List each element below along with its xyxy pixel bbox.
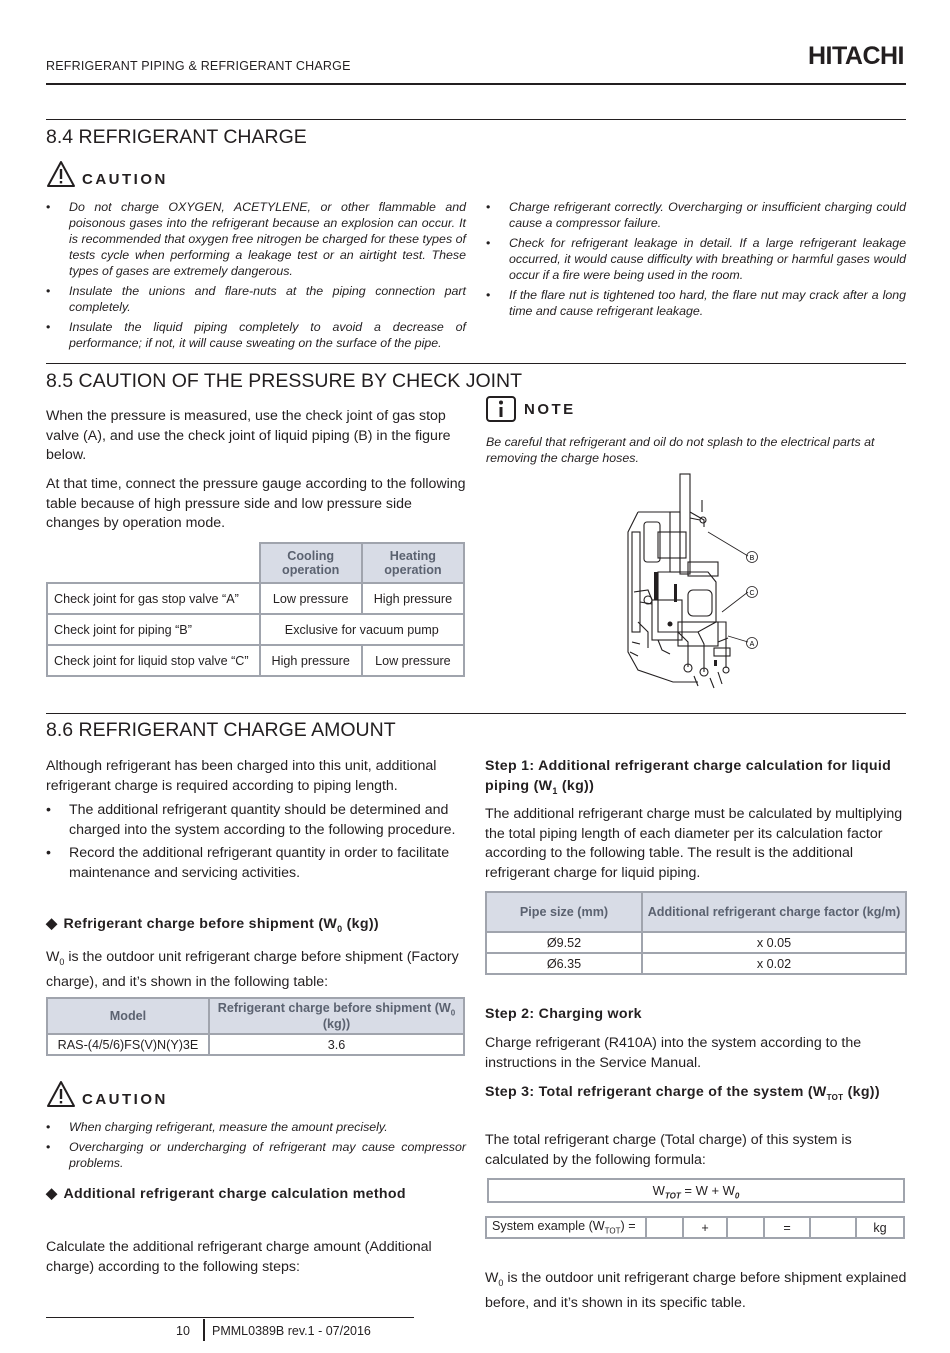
step-1-heading (485, 756, 907, 801)
caution-item: • Overcharging or undercharging of refrigerant may cause compressor problems. (46, 1139, 466, 1171)
charge-cell: 3.6 (209, 1034, 464, 1055)
list-item: • Record the additional refrigerant quantity in order to facilitate maintenance and servicing activities. (46, 844, 468, 883)
input-cell (810, 1217, 856, 1238)
example-label (486, 1217, 646, 1238)
cell: High pressure (362, 583, 464, 614)
table-row (47, 645, 464, 676)
final-note (485, 1269, 907, 1313)
step-2-text: Charge refrigerant (R410A) into the system according to the instructions in the Service Manual. (485, 1035, 862, 1071)
step-3-text: The total refrigerant charge (Total charge) of this system is calculated by the following formula: (485, 1132, 852, 1168)
caution-list-left (46, 199, 466, 355)
cell-merged: Exclusive for vacuum pump (260, 614, 464, 645)
calc-text: Calculate the additional refrigerant charge amount (Additional charge) according to the following steps: (46, 1239, 432, 1275)
figure-label-c: C (749, 590, 755, 597)
section-8-6-title: 8.6 REFRIGERANT CHARGE AMOUNT (46, 719, 396, 741)
table-row (486, 932, 906, 953)
formula-box (487, 1178, 905, 1203)
caution-item: • If the flare nut is tightened too hard, the flare nut may crack after a long time and cause refrigerant leakage. (486, 287, 906, 319)
w0-heading-text: Refrigerant charge before shipment (W (63, 916, 338, 932)
caution-item: • Insulate the liquid piping completely to avoid a decrease of performance; if not, it will cause sweating on the surface of the pipe. (46, 319, 466, 351)
subscript: 0 (734, 1191, 740, 1201)
table-corner (47, 543, 260, 583)
caution-label: CAUTION (82, 1091, 168, 1108)
col-header-pipe-size: Pipe size (mm) (486, 892, 642, 932)
factor-cell: x 0.05 (642, 932, 906, 953)
table-row (486, 953, 906, 974)
subscript: 0 (337, 923, 343, 934)
unit-cell: kg (856, 1217, 904, 1238)
warning-triangle-icon (46, 160, 76, 188)
note-heading (486, 396, 576, 422)
caution-item: • Charge refrigerant correctly. Overcharging or insufficient charging could cause a compressor failure. (486, 199, 906, 231)
subscript: TOT (826, 1092, 844, 1102)
caution-heading (46, 160, 168, 188)
figure-label-b: B (749, 555, 755, 562)
caution-list (46, 1119, 466, 1175)
brand-logo: HITACHI (807, 42, 904, 70)
subscript: 0 (498, 1277, 504, 1288)
table-row (47, 583, 464, 614)
text: ) = (620, 1219, 636, 1234)
charge-intro: Although refrigerant has been charged into this unit, additional refrigerant charge is required according to piping length. (46, 758, 437, 794)
step-3-heading (485, 1082, 885, 1108)
col-header-model: Model (47, 998, 209, 1034)
section-rule (46, 119, 906, 120)
caution-item: • When charging refrigerant, measure the amount precisely. (46, 1119, 466, 1135)
step-2-heading: Step 2: Charging work (485, 1006, 642, 1022)
subscript: TOT (664, 1191, 681, 1201)
w0-heading-text-end: (kg)) (342, 916, 379, 932)
section-rule (46, 713, 906, 714)
step-1-text: The additional refrigerant charge must be calculated by multiplying the total piping length of each diameter per its calculation factor according to the following table. The result is the additional refrigerant charge for liquid piping. (485, 806, 903, 882)
caution-list-right (486, 199, 906, 323)
text: Step 3: Total refrigerant charge of the system (W (485, 1084, 827, 1100)
text: W (652, 1183, 665, 1198)
info-book-icon (486, 396, 516, 422)
row-label: Check joint for piping “B” (47, 614, 260, 645)
factor-cell: x 0.02 (642, 953, 906, 974)
document-code: PMML0389B rev.1 - 07/2016 (212, 1324, 371, 1338)
footer-divider (203, 1319, 205, 1341)
header-rule (46, 83, 906, 85)
section-rule (46, 363, 906, 364)
plus-cell: + (683, 1217, 727, 1238)
calc-heading (46, 1184, 446, 1204)
cell: Low pressure (362, 645, 464, 676)
check-joint-paragraph-2: At that time, connect the pressure gauge according to the following table because of high pressure side and low pressure side changes by operation mode. (46, 476, 466, 532)
caution-label: CAUTION (82, 171, 168, 188)
equals-cell: = (764, 1217, 810, 1238)
subscript: 0 (59, 956, 65, 967)
col-header-cooling: Cooling operation (260, 543, 362, 583)
warning-triangle-icon (46, 1080, 76, 1108)
input-cell (646, 1217, 683, 1238)
cell: Low pressure (260, 583, 362, 614)
text: System example (W (492, 1219, 605, 1234)
text: W (485, 1270, 499, 1286)
diamond-bullet-icon: ◆ (46, 1186, 58, 1202)
list-item: • The additional refrigerant quantity should be determined and charged into the system according to the following procedure. (46, 801, 468, 840)
table-row (47, 614, 464, 645)
outdoor-unit-valve-figure (618, 472, 768, 694)
subscript: TOT (604, 1226, 621, 1236)
caution-heading (46, 1080, 168, 1108)
col-header-factor: Additional refrigerant charge factor (kg/m) (642, 892, 906, 932)
col-header-heating: Heating operation (362, 543, 464, 583)
text: W (46, 949, 60, 965)
caution-item: • Check for refrigerant leakage in detail. If a large refrigerant leakage occurred, it would cause difficulty with breathing or harmful gases would occur if a fire were being used in the room. (486, 235, 906, 283)
calc-heading-text: Additional refrigerant charge calculation method (63, 1186, 406, 1202)
system-example-table (485, 1216, 905, 1239)
page-number: 10 (176, 1324, 190, 1338)
text: (kg)) (322, 1017, 351, 1032)
pipe-size-cell: Ø6.35 (486, 953, 642, 974)
diamond-bullet-icon: ◆ (46, 916, 58, 932)
table-row (47, 1034, 464, 1055)
section-8-4-title: 8.4 REFRIGERANT CHARGE (46, 126, 307, 148)
table-row (486, 1217, 904, 1238)
note-label: NOTE (524, 400, 576, 418)
text: (kg)) (843, 1084, 880, 1100)
text: (kg)) (557, 778, 595, 794)
subscript: 0 (450, 1008, 456, 1018)
charge-bullets (46, 801, 468, 888)
pipe-size-cell: Ø9.52 (486, 932, 642, 953)
model-charge-table (46, 997, 465, 1056)
model-cell: RAS-(4/5/6)FS(V)N(Y)3E (47, 1034, 209, 1055)
footer-rule (46, 1317, 414, 1318)
check-joint-paragraph-1: When the pressure is measured, use the check joint of gas stop valve (A), and use the check joint of liquid piping (B) in the figure below. (46, 408, 451, 464)
check-joint-table (46, 542, 465, 677)
pipe-factor-table (485, 891, 907, 975)
w0-heading (46, 914, 476, 939)
text: is the outdoor unit refrigerant charge before shipment (Factory charge), and it’s shown in the following table: (46, 949, 459, 990)
text: Step 1: Additional refrigerant charge calculation for liquid piping (W (485, 758, 892, 794)
running-header-title: REFRIGERANT PIPING & REFRIGERANT CHARGE (46, 59, 351, 73)
subscript: 1 (552, 785, 558, 796)
cell: High pressure (260, 645, 362, 676)
input-cell (727, 1217, 764, 1238)
section-8-5-title: 8.5 CAUTION OF THE PRESSURE BY CHECK JOINT (46, 370, 523, 392)
caution-item: • Insulate the unions and flare-nuts at the piping connection part completely. (46, 283, 466, 315)
caution-item: • Do not charge OXYGEN, ACETYLENE, or other flammable and poisonous gases into the refrigerant because an explosion can occur. It is recommended that oxygen free nitrogen be charged for these types of tests cycle when performing a leakage test or an airtight test. These types of gases are extremely dangerous. (46, 199, 466, 279)
row-label: Check joint for gas stop valve “A” (47, 583, 260, 614)
note-text: Be careful that refrigerant and oil do not splash to the electrical parts at removing the charge hoses. (486, 435, 875, 465)
row-label: Check joint for liquid stop valve “C” (47, 645, 260, 676)
text: is the outdoor unit refrigerant charge before shipment explained before, and it’s shown in its specific table. (485, 1270, 907, 1311)
text: = W + W (680, 1183, 735, 1198)
col-header-charge (209, 998, 464, 1034)
text: Refrigerant charge before shipment (W (217, 1000, 451, 1015)
figure-label-a: A (749, 641, 755, 648)
w0-description (46, 948, 468, 992)
